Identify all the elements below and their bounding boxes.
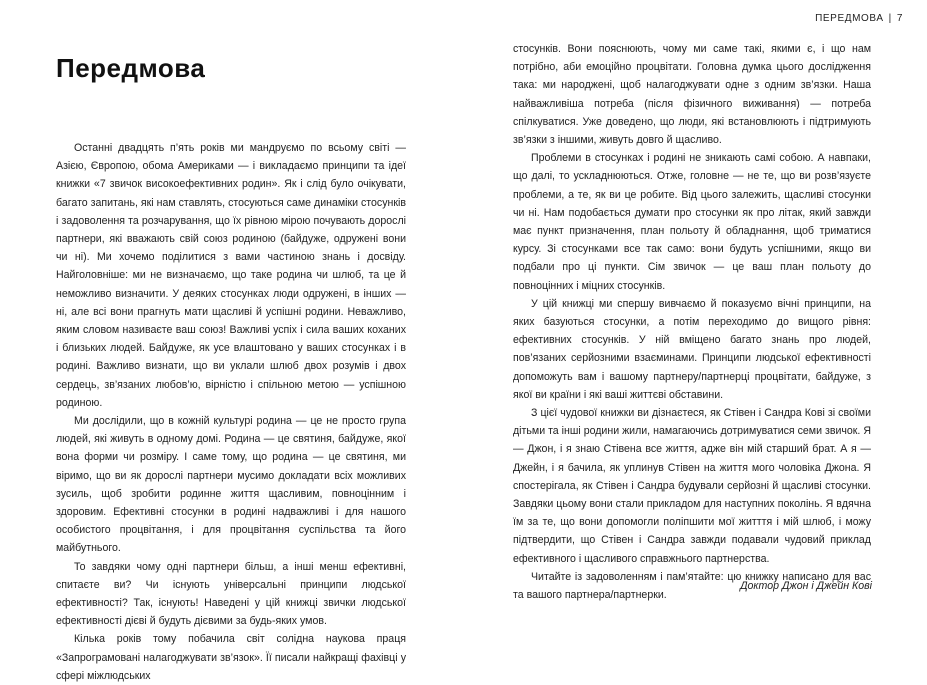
paragraph: З цієї чудової книжки ви дізнаєтеся, як Стівен і Сандра Кові зі своїми дітьми та іншi родини жили, намагаючись дотримуватися семи звичок. Я — Джон, і я знаю Стівена все життя, адже він мій старший брат. А я — Джейн, і я бачила, як уплинув Стівен на життя мого чоловіка Джона. Я спостерігала, як Стівен і Сандра будували серйозні й щасливі стосунки. Завдяки цьому вони стали прикладом для наступних поколінь. Я вдячна їм за те, що вони допомогли поліпшити мої житття і мій шлюб, і можу підтвердити, що Стівен і Сандра завжди подавали чудовий приклад ефективного і щасливого справжнього партнерства. — [513, 407, 871, 565]
paragraph: Кілька років тому побачила світ солідна наукова праця «Запрограмовані налагоджувати зв’язок». Її писали найкращі фахівці у сфері міжлюдських — [56, 633, 406, 682]
running-header — [815, 13, 903, 24]
paragraph: Ми дослідили, що в кожній культурі родина — це не просто група людей, які живуть в одному домі. Родина — це святиня, байдуже, якої вона форми чи розміру. І саме тому, що родина — це святиня, ми віримо, що ви як дорослі партнери мусимо докладати всіх можливих зусиль, щоб зробити родинне життя щасливим, повноцінним і здоровим. Ефективні стосунки в родині надважливі і для нашого особистого процвітання, і для процвітання суспільства та його майбутнього. — [56, 415, 406, 555]
paragraph: Проблеми в стосунках і родині не зникають самі собою. А навпаки, що далі, то ускладнюються. Отже, головне — не те, що ви розв’язуєте проблеми, а те, як ви це робите. Від цього залежить, щасливі стосунки чи ні. Нам подобається думати про стосунки як про літак, який завжди має пункт призначення, план польоту й обладнання, щоб триматися курсу. Зі стосунками все так само: вони будуть успішними, якщо ви подбали про ці пункти. Сім звичок — це ваш план польоту до повноцінних і міцних стосунків. — [513, 152, 871, 292]
header-section-title: ПЕРЕДМОВА — [815, 13, 884, 24]
paragraph: У цій книжці ми спершу вивчаємо й показуємо вічні принципи, на яких базуються стосунки, а потім переходимо до вищого рівня: ефективних стосунків. У ній вміщено багато знань про людей, пов’язаних серйозними взаєминами. Принципи людської ефективності допоможуть вам і вашому партнеру/партнерці процвітати, байдуже, з якої ви країни і які ваші життєві обставини. — [513, 297, 871, 401]
paragraph: Читайте із задоволенням і пам’ятайте: цю книжку написано для вас та вашого партнера/партнерки. — [513, 570, 871, 602]
paragraph: стосунків. Вони пояснюють, чому ми саме такі, якими є, і що нам потрібно, аби емоційно процвітати. Головна думка цього дослідження така: ми народжені, щоб налагоджувати одне з одним зв’язки. Наша найважливіша потреба (після фізичного виживання) — потреба спілкуватися. Уже доведено, що люди, які встановлюють і підтримують зв’язки з іншими, живуть довго й щасливо. — [513, 43, 871, 147]
page-number: 7 — [896, 13, 903, 24]
left-page — [0, 0, 463, 682]
header-separator: | — [888, 13, 892, 24]
chapter-title: Передмова — [56, 53, 206, 83]
left-page-body — [56, 139, 406, 685]
paragraph: Останні двадцять п’ять років ми мандруємо по всьому світі — Азією, Європою, обома Америками — і викладаємо принципи та ідеї книжки «7 звичок високоефективних родин». Як і слід було очікувати, багато запитань, які нам ставлять, стосуються саме динаміки стосунків і задоволення та розчарування, що їх рівною мірою почувають дорослі партнери, які вважають свій союз родиною (байдуже, одружені вони чи ні). Ми хочемо поділитися з вами частиною знань і досвіду. Найголовніше: ми не визначаємо, що таке родина чи шлюб, та це й неможливо визначити. У деяких стосунках люди одружені, в інших — ні, але всі вони прагнуть мати щасливі й успішні родини. Неважливо, яким словом називаєте ваш союз! Важливі успіх і сила ваших коханих і близьких людей. Байдуже, як усе влаштовано у ваших стосунках і в родині. Важливо визнати, що ви уклали шлюб двох розумів і двох сердець, зв’язаних любов’ю, вірністю і спільною метою — успішною родиною. — [56, 142, 406, 409]
author-signature: Доктор Джон і Джейн Кові — [740, 580, 872, 592]
paragraph: То завдяки чому одні партнери більш, а інші менш ефективні, спитаєте ви? Чи існують універсальні принципи людської ефективності? Так, існують! Наведені у цій книжці звички людської ефективності дієві й будуть дієвими за будь-яких умов. — [56, 560, 406, 628]
right-page — [463, 0, 927, 633]
right-page-body — [513, 40, 871, 604]
